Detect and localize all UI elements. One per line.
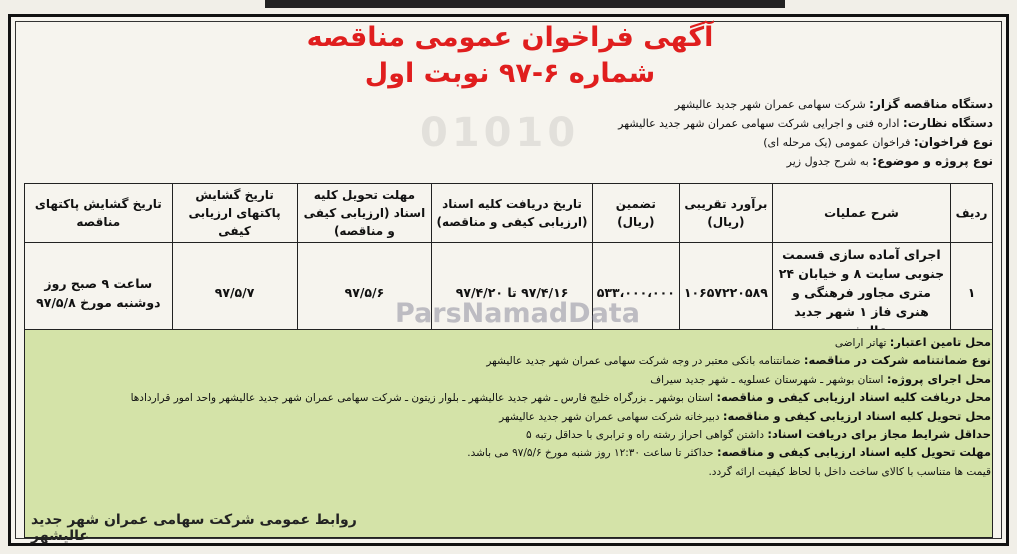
cell-doc-receive-date: ۹۷/۴/۱۶ تا ۹۷/۴/۲۰ <box>432 243 592 343</box>
condition-item: محل اجرای پروژه: استان بوشهر ـ شهرستان عسلویه ـ شهر جدید سیراف <box>650 371 991 386</box>
info-row-call-type: نوع فراخوان: فراخوان عمومی (یک مرحله ای) <box>763 135 993 149</box>
cell-quality-opening: ۹۷/۵/۷ <box>172 243 297 343</box>
col-header-description: شرح عملیات <box>772 184 950 243</box>
cell-doc-deadline: ۹۷/۵/۶ <box>297 243 432 343</box>
info-row-organizer: دستگاه مناقصه گزار: شرکت سهامی عمران شهر جدید عالیشهر <box>674 97 993 111</box>
top-border-bar <box>265 0 785 8</box>
col-header-row-number: ردیف <box>951 184 993 243</box>
cell-guarantee: ۵۳۳،۰۰۰،۰۰۰ <box>592 243 679 343</box>
condition-item: مهلت تحویل کلیه اسناد ارزیابی کیفی و مناقصه: حداکثر تا ساعت ۱۲:۳۰ روز شنبه مورخ ۹۷/۵/۶ می باشد. <box>467 445 991 460</box>
watermark-text: ParsNamadData <box>395 298 640 329</box>
notice-title <box>250 20 770 92</box>
condition-item: محل دریافت کلیه اسناد ارزیابی کیفی و مناقصه: استان بوشهر ـ بزرگراه خلیج فارس ـ شهر جدید عالیشهر ـ بلوار زیتون ـ شرکت سهامی عمران شهر جدید عالیشهر واحد امور قراردادها <box>130 390 991 405</box>
footer-signature: روابط عمومی شرکت سهامی عمران شهر جدید عالیشهر <box>25 510 405 532</box>
condition-item: نوع ضمانتنامه شرکت در مناقصه: ضمانتنامه بانکی معتبر در وجه شرکت سهامی عمران شهر جدید عالیشهر <box>486 353 991 368</box>
cell-tender-opening: ساعت ۹ صبح روز دوشنبه مورخ ۹۷/۵/۸ <box>25 243 173 343</box>
background-stamp: 01010 <box>420 110 580 156</box>
cell-row-number: ۱ <box>951 243 993 343</box>
col-header-doc-receive-date: تاریخ دریافت کلیه اسناد (ارزیابی کیفی و مناقصه) <box>432 184 592 243</box>
cell-estimate: ۱۰۶۵۷۲۲۰۵۸۹ <box>679 243 772 343</box>
conditions-list <box>31 334 991 481</box>
info-row-supervisor: دستگاه نظارت: اداره فنی و اجرایی شرکت سهامی عمران شهر جدید عالیشهر <box>618 116 993 130</box>
title-line-1: آگهی فراخوان عمومی مناقصه <box>306 22 714 53</box>
title-line-2: شماره ۶-۹۷ نوبت اول <box>364 58 656 89</box>
col-header-quality-opening: تاریخ گشایش پاکتهای ارزیابی کیفی <box>172 184 297 243</box>
col-header-doc-deadline: مهلت تحویل کلیه اسناد (ارزیابی کیفی و مناقصه) <box>297 184 432 243</box>
condition-item: محل تامین اعتبار: تهاتر اراضی <box>834 335 991 349</box>
condition-item: محل تحویل کلیه اسناد ارزیابی کیفی و مناقصه: دبیرخانه شرکت سهامی عمران شهر جدید عالیشهر <box>499 408 991 423</box>
condition-item: قیمت ها متناسب با کالای ساخت داخل با لحاظ کیفیت ارائه گردد. <box>708 465 991 478</box>
col-header-tender-opening: تاریخ گشایش پاکتهای مناقصه <box>25 184 173 243</box>
condition-item: حداقل شرایط مجاز برای دریافت اسناد: داشتن گواهی احراز رشته راه و ترابری با حداقل رتبه ۵ <box>526 427 991 442</box>
cell-description: اجرای آماده سازی قسمت جنوبی سایت ۸ و خیابان ۲۴ متری مجاور فرهنگی و هنری فاز ۱ شهر جدید <box>772 243 950 343</box>
info-row-project-type: نوع پروژه و موضوع: به شرح جدول زیر <box>786 154 993 168</box>
table-header-row <box>25 184 993 243</box>
col-header-estimate: برآورد تقریبی (ریال) <box>679 184 772 243</box>
col-header-guarantee: تضمین (ریال) <box>592 184 679 243</box>
info-section <box>233 95 993 171</box>
